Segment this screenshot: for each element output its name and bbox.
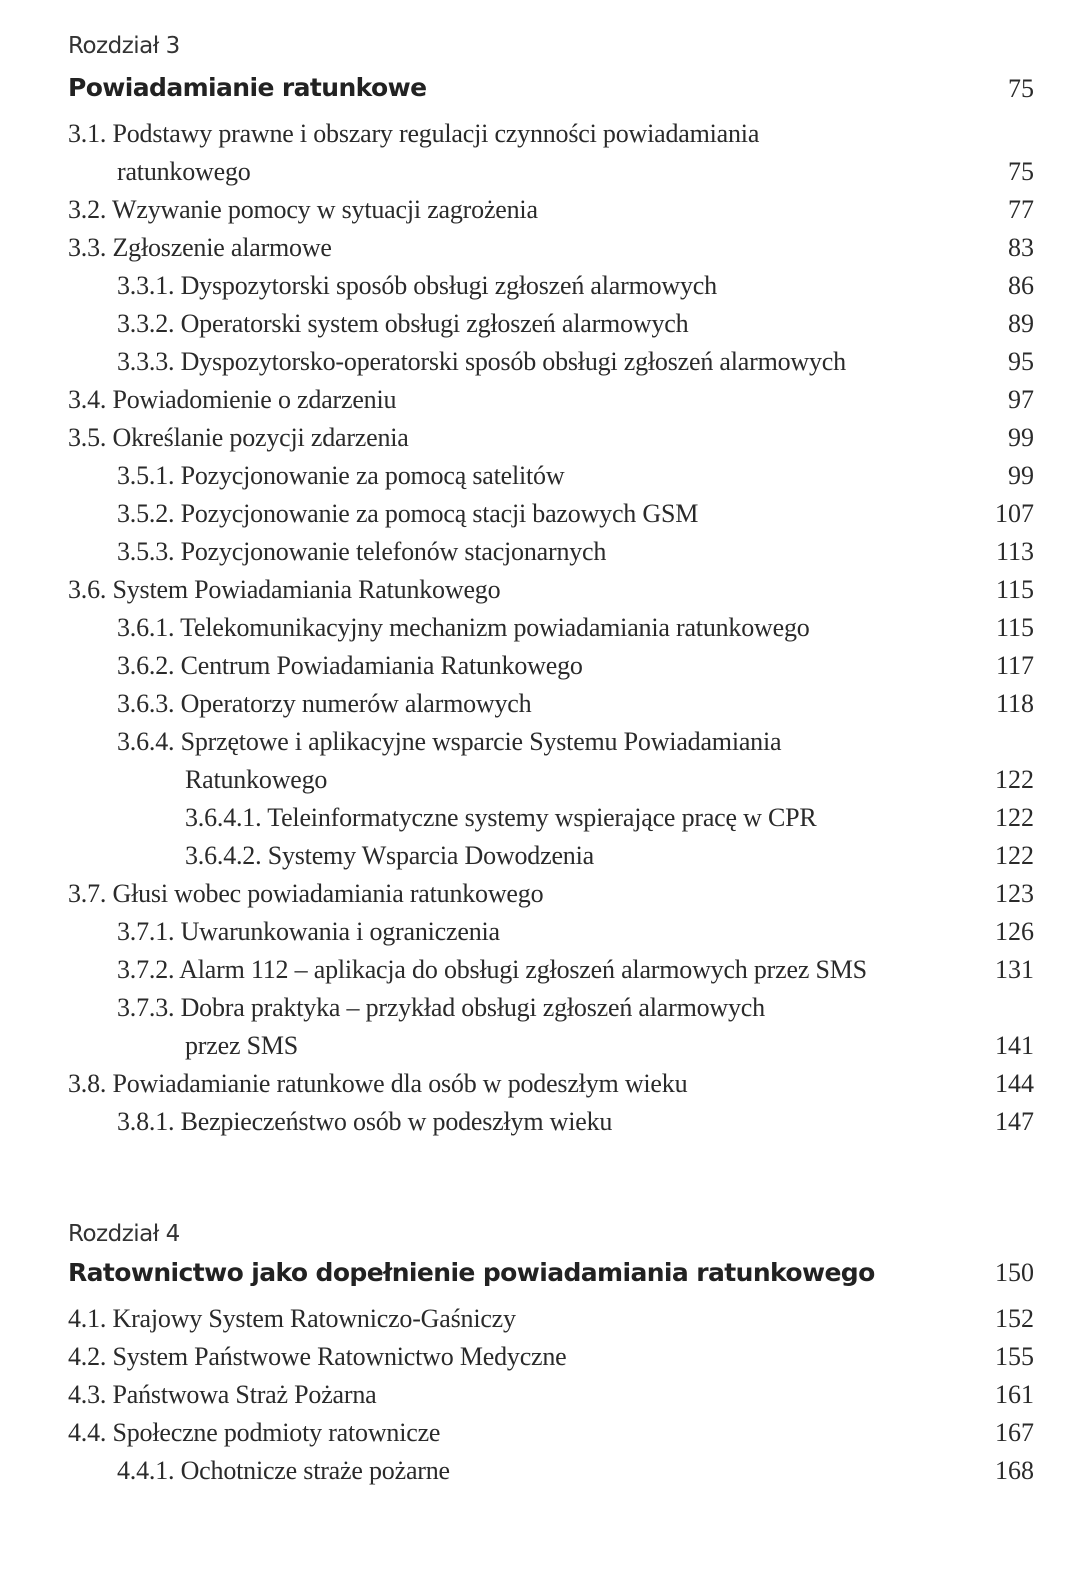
toc-entry-text[interactable]: 3.3.3. Dyspozytorsko-operatorski sposób obsługi zgłoszeń alarmowych xyxy=(117,347,846,376)
toc-page-number: 126 xyxy=(995,917,1034,946)
chapter-page-number: 75 xyxy=(1008,74,1034,103)
toc-entry-text[interactable]: 3.8. Powiadamianie ratunkowe dla osób w podeszłym wieku xyxy=(68,1069,688,1098)
toc-page-number: 141 xyxy=(995,1031,1034,1060)
toc-page-number: 95 xyxy=(1008,347,1034,376)
chapter-title: Ratownictwo jako dopełnienie powiadamiania ratunkowego xyxy=(68,1258,875,1287)
toc-page-number: 107 xyxy=(995,499,1034,528)
toc-entry-text[interactable]: 3.2. Wzywanie pomocy w sytuacji zagrożenia xyxy=(68,195,538,224)
toc-entry-text[interactable]: 3.6.3. Operatorzy numerów alarmowych xyxy=(117,689,532,718)
toc-entry-text[interactable]: 3.6.1. Telekomunikacyjny mechanizm powiadamiania ratunkowego xyxy=(117,613,810,642)
toc-entry-text-continued[interactable]: Ratunkowego xyxy=(185,765,328,794)
toc-page-number: 155 xyxy=(995,1342,1034,1371)
toc-page-number: 147 xyxy=(995,1107,1034,1136)
toc-page-number: 97 xyxy=(1008,385,1034,414)
toc-entry-text[interactable]: 3.7.3. Dobra praktyka – przykład obsługi zgłoszeń alarmowych xyxy=(117,993,765,1022)
toc-entry-text[interactable]: 3.5.1. Pozycjonowanie za pomocą satelitów xyxy=(117,461,565,490)
toc-entry-text[interactable]: 3.5. Określanie pozycji zdarzenia xyxy=(68,423,409,452)
toc-page-number: 77 xyxy=(1008,195,1034,224)
toc-entry-text[interactable]: 3.5.2. Pozycjonowanie za pomocą stacji bazowych GSM xyxy=(117,499,699,528)
toc-entry-text[interactable]: 3.6.2. Centrum Powiadamiania Ratunkowego xyxy=(117,651,583,680)
toc-entry-text[interactable]: 3.3. Zgłoszenie alarmowe xyxy=(68,233,332,262)
toc-page-number: 89 xyxy=(1008,309,1034,338)
toc-entry-text[interactable]: 3.4. Powiadomienie o zdarzeniu xyxy=(68,385,397,414)
toc-entry-text-continued[interactable]: przez SMS xyxy=(185,1031,299,1060)
toc-entry-text[interactable]: 3.5.3. Pozycjonowanie telefonów stacjonarnych xyxy=(117,537,607,566)
toc-entry-text[interactable]: 3.6.4.2. Systemy Wsparcia Dowodzenia xyxy=(185,841,594,870)
toc-entry-text[interactable]: 3.7.2. Alarm 112 – aplikacja do obsługi zgłoszeń alarmowych przez SMS xyxy=(117,955,867,984)
toc-page-number: 122 xyxy=(995,803,1034,832)
toc-entry-text[interactable]: 3.3.1. Dyspozytorski sposób obsługi zgłoszeń alarmowych xyxy=(117,271,717,300)
toc-page-number: 99 xyxy=(1008,461,1034,490)
toc-page-number: 167 xyxy=(995,1418,1034,1447)
toc-entry-text[interactable]: 3.3.2. Operatorski system obsługi zgłoszeń alarmowych xyxy=(117,309,689,338)
toc-page-number: 117 xyxy=(995,651,1034,680)
chapter-label: Rozdział 3 xyxy=(68,33,180,59)
toc-entry-text[interactable]: 4.3. Państwowa Straż Pożarna xyxy=(68,1380,377,1409)
toc-entry-text[interactable]: 3.6.4. Sprzętowe i aplikacyjne wsparcie Systemu Powiadamiania xyxy=(117,727,782,756)
toc-page-number: 131 xyxy=(995,955,1034,984)
toc-page-number: 86 xyxy=(1008,271,1034,300)
toc-page-number: 115 xyxy=(995,575,1034,604)
toc-page-number: 152 xyxy=(995,1304,1034,1333)
toc-entry-text[interactable]: 4.1. Krajowy System Ratowniczo-Gaśniczy xyxy=(68,1304,516,1333)
toc-entry-text[interactable]: 3.6. System Powiadamiania Ratunkowego xyxy=(68,575,501,604)
toc-page-number: 83 xyxy=(1008,233,1034,262)
chapter-page-number: 150 xyxy=(995,1258,1034,1287)
toc-page-number: 123 xyxy=(995,879,1034,908)
toc-entry-text[interactable]: 3.6.4.1. Teleinformatyczne systemy wspierające pracę w CPR xyxy=(185,803,817,832)
toc-page-number: 75 xyxy=(1008,157,1034,186)
toc-entry-text[interactable]: 3.8.1. Bezpieczeństwo osób w podeszłym wieku xyxy=(117,1107,613,1136)
toc-entry-text-continued[interactable]: ratunkowego xyxy=(117,157,251,186)
toc-page-number: 118 xyxy=(995,689,1034,718)
toc-page-number: 122 xyxy=(995,841,1034,870)
toc-entry-text[interactable]: 3.7.1. Uwarunkowania i ograniczenia xyxy=(117,917,500,946)
toc-entry-text[interactable]: 4.4. Społeczne podmioty ratownicze xyxy=(68,1418,441,1447)
toc-entry-text[interactable]: 4.4.1. Ochotnicze straże pożarne xyxy=(117,1456,450,1485)
toc-page-number: 113 xyxy=(995,537,1034,566)
toc-page-number: 122 xyxy=(995,765,1034,794)
chapter-title: Powiadamianie ratunkowe xyxy=(68,73,427,102)
toc-page-number: 144 xyxy=(995,1069,1034,1098)
toc-entry-text[interactable]: 3.1. Podstawy prawne i obszary regulacji czynności powiadamiania xyxy=(68,119,760,148)
toc-page-number: 161 xyxy=(995,1380,1034,1409)
toc-entry-text[interactable]: 3.7. Głusi wobec powiadamiania ratunkowego xyxy=(68,879,544,908)
toc-page-number: 168 xyxy=(995,1456,1034,1485)
toc-page-number: 99 xyxy=(1008,423,1034,452)
chapter-label: Rozdział 4 xyxy=(68,1221,180,1247)
toc-page-number: 115 xyxy=(995,613,1034,642)
toc-entry-text[interactable]: 4.2. System Państwowe Ratownictwo Medyczne xyxy=(68,1342,567,1371)
